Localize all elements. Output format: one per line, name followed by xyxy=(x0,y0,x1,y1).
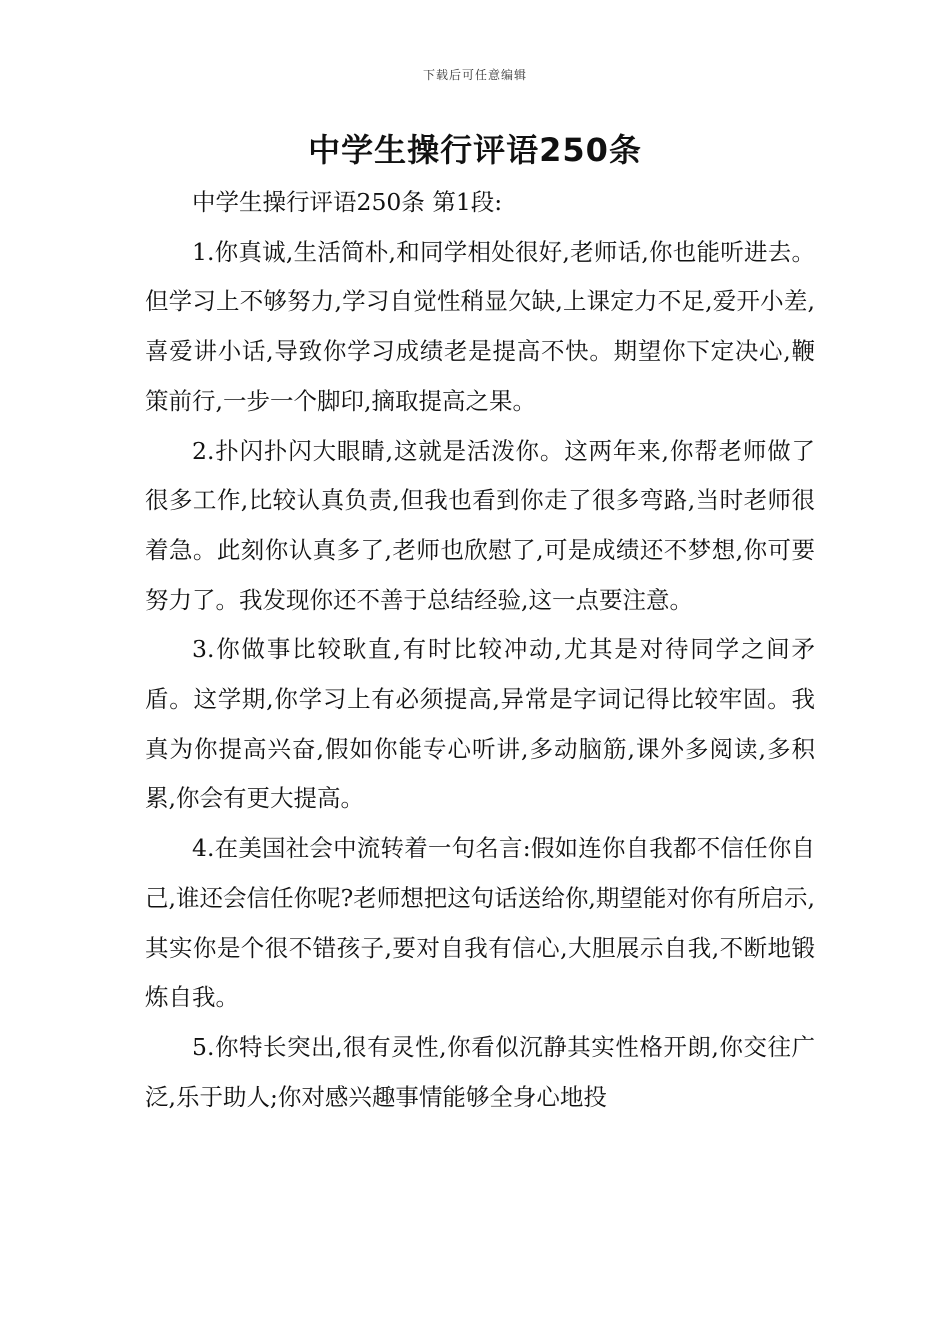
document-body xyxy=(145,178,815,1122)
paragraph-2: 2.扑闪扑闪大眼睛,这就是活泼你。这两年来,你帮老师做了很多工作,比较认真负责,但我也看到你走了很多弯路,当时老师很着急。此刻你认真多了,老师也欣慰了,可是成绩还不梦想,你可要努力了。我发现你还不善于总结经验,这一点要注意。 xyxy=(145,436,815,614)
paragraph-3: 3.你做事比较耿直,有时比较冲动,尤其是对待同学之间矛盾。这学期,你学习上有必须提高,异常是字词记得比较牢固。我真为你提高兴奋,假如你能专心听讲,多动脑筋,课外多阅读,多积累,你会有更大提高。 xyxy=(145,635,815,813)
paragraph-1: 1.你真诚,生活简朴,和同学相处很好,老师话,你也能听进去。但学习上不够努力,学习自觉性稍显欠缺,上课定力不足,爱开小差,喜爱讲小话,导致你学习成绩老是提高不快。期望你下定决心,鞭策前行,一步一个脚印,摘取提高之果。 xyxy=(145,237,815,415)
section-heading: 中学生操行评语250条 第1段: xyxy=(192,188,503,216)
paragraph-4: 4.在美国社会中流转着一句名言:假如连你自我都不信任你自己,谁还会信任你呢?老师想把这句话送给你,期望能对你有所启示,其实你是个很不错孩子,要对自我有信心,大胆展示自我,不断地锻炼自我。 xyxy=(145,834,815,1012)
paragraph-5: 5.你特长突出,很有灵性,你看似沉静其实性格开朗,你交往广泛,乐于助人;你对感兴趣事情能够全身心地投 xyxy=(145,1032,815,1111)
document-title: 中学生操行评语250条 xyxy=(308,131,642,169)
header-note: 下载后可任意编辑 xyxy=(422,68,527,82)
